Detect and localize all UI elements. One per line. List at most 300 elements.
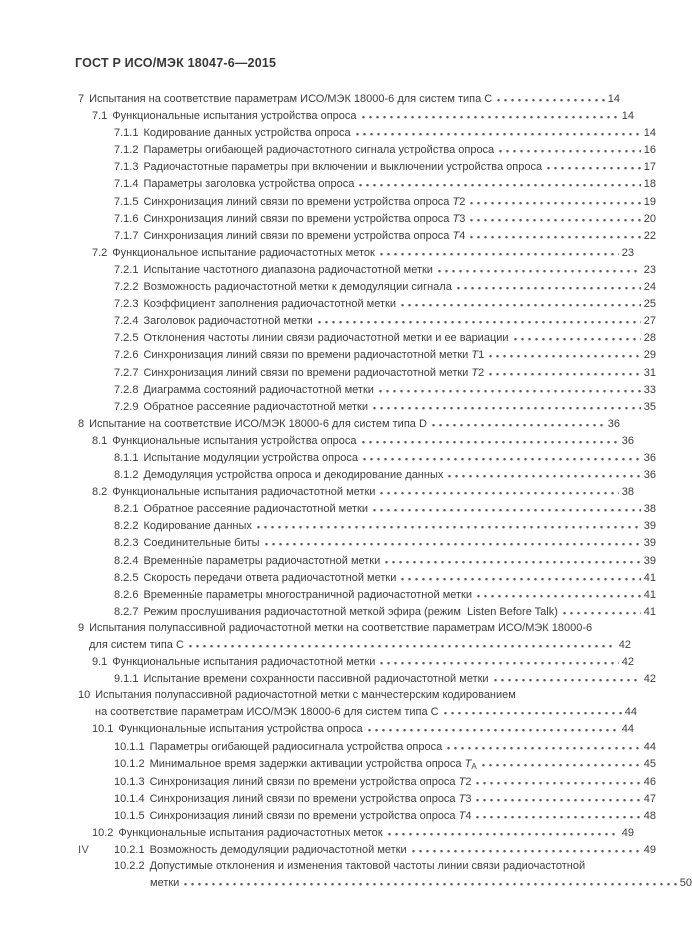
title-text: Синхронизация линий связи по времени радиочастотной метки — [143, 366, 472, 379]
title-text: Синхронизация линий связи по времени устройства опроса — [143, 212, 453, 225]
toc-item-number: 8.1.1 — [114, 451, 139, 464]
toc-item-title — [112, 245, 375, 261]
dot-leader — [361, 107, 619, 119]
toc-row — [70, 620, 631, 653]
toc-row — [70, 586, 656, 603]
title-text: Соединительные биты — [143, 537, 260, 550]
dot-leader — [475, 790, 640, 802]
toc-row — [70, 807, 656, 824]
toc-item-number: 7.2.7 — [114, 366, 139, 379]
toc-page-number: 31 — [643, 366, 656, 379]
dot-leader — [355, 124, 641, 136]
dot-leader — [362, 449, 641, 461]
toc-item-title — [143, 467, 443, 483]
toc-item-title — [143, 365, 484, 381]
toc-page-number: 48 — [643, 809, 656, 822]
toc-item-number: 7.2.9 — [114, 400, 139, 413]
dot-leader — [379, 483, 618, 495]
toc-entry-line — [70, 841, 656, 858]
italic-symbol: Т — [452, 229, 460, 242]
toc-page-number: 50 — [679, 877, 692, 890]
toc-page-number: 16 — [643, 144, 656, 157]
toc-entry-line — [70, 738, 656, 755]
toc-page-number: 36 — [607, 417, 620, 430]
dot-leader — [446, 738, 641, 750]
title-text: Временны́е параметры радиочастотной метки — [143, 554, 381, 567]
toc-row — [70, 364, 656, 381]
title-text: Обратное рассеяние радиочастотной метки — [143, 400, 368, 413]
title-text: 4 — [459, 229, 466, 242]
title-text: Синхронизация линий связи по времени устройства опроса — [143, 229, 453, 242]
toc-item-title — [143, 296, 396, 312]
dot-leader — [372, 500, 641, 512]
toc-item-title — [89, 91, 492, 107]
toc-page-number: 22 — [643, 229, 656, 242]
toc-item-number: 7.1.3 — [114, 161, 139, 174]
toc-item-number: 8.2.2 — [114, 520, 139, 533]
toc-item-number: 10.1.5 — [114, 809, 145, 822]
toc-item-number: 9.1 — [92, 656, 108, 669]
toc-row — [70, 107, 634, 124]
toc-item-number: 8.2.1 — [114, 503, 139, 516]
toc-page-number: 27 — [643, 315, 656, 328]
toc-item-number: 7.2.4 — [114, 315, 139, 328]
toc-item-title — [143, 142, 494, 158]
toc-page-number: 46 — [643, 775, 656, 788]
italic-symbol: Т — [452, 212, 460, 225]
toc-row — [70, 755, 656, 773]
toc-page-number: 39 — [643, 537, 656, 550]
toc-entry-line — [70, 807, 656, 824]
toc-page-number: 38 — [643, 503, 656, 516]
toc-entry-line — [70, 449, 656, 466]
title-text: Испытание на соответствие ИСО/МЭК 18000-6 для систем типа D — [89, 417, 427, 430]
toc-entry-line — [70, 569, 656, 586]
toc-item-number: 7 — [78, 93, 85, 105]
toc-item-title — [143, 228, 465, 244]
toc-item-number: 10.1.1 — [114, 740, 145, 753]
toc-item-number: 7.1.6 — [114, 212, 139, 225]
title-text: Испытания полупассивной радиочастотной метки на соответствие параметрам ИСО/МЭК 18000-6 — [89, 621, 593, 634]
toc-row — [70, 569, 656, 586]
toc-item-title — [143, 125, 350, 141]
toc-row — [70, 312, 656, 329]
toc-entry-continuation-line — [70, 636, 631, 653]
toc-page-number: 17 — [643, 161, 656, 174]
title-text: Функциональное испытание радиочастотных меток — [112, 246, 375, 259]
toc-item-number: 7.2.6 — [114, 349, 139, 362]
title-text: для систем типа С — [89, 639, 184, 651]
title-text: Синхронизация линий связи по времени устройства опроса — [149, 809, 459, 822]
toc-entry-line — [70, 755, 656, 773]
toc-page-number: 36 — [643, 451, 656, 464]
toc-page-number: 35 — [643, 400, 656, 413]
toc-page-number: 36 — [643, 469, 656, 482]
toc-entry-line — [70, 586, 656, 603]
toc-item-number: 10 — [78, 689, 91, 702]
dot-leader — [493, 670, 641, 682]
toc-item-title — [150, 739, 443, 755]
dot-leader — [431, 415, 605, 427]
toc-page-number: 33 — [643, 383, 656, 396]
title-text: 2 — [478, 366, 485, 379]
toc-entry-line — [70, 483, 634, 500]
toc-item-title — [143, 587, 472, 603]
title-text: Функциональные испытания устройства опроса — [118, 723, 363, 736]
title-text: 3 — [465, 792, 472, 805]
title-text: метки — [150, 877, 180, 890]
toc-page-number: 23 — [643, 263, 656, 276]
toc-row — [70, 687, 637, 720]
title-text: Функциональные испытания устройства опроса — [112, 434, 357, 447]
toc-item-title — [150, 774, 472, 790]
toc-page-number: 45 — [643, 757, 656, 770]
title-text: Минимальное время задержки активации устройства опроса — [149, 757, 465, 770]
toc-row — [70, 858, 692, 891]
title-text: Допустимые отклонения и изменения тактовой частоты линии связи радиочастотной — [149, 860, 586, 873]
title-text: Параметры огибающей радиочастотного сигнала устройства опроса — [143, 144, 495, 157]
toc-entry-line — [70, 824, 634, 841]
toc-page-number: 41 — [643, 571, 656, 584]
toc-item-title — [143, 262, 432, 278]
toc-item-title — [118, 825, 382, 841]
toc-entry-line — [70, 552, 656, 569]
toc-item-number: 10.2.2 — [114, 860, 145, 873]
toc-entry-line — [70, 500, 656, 517]
toc-item-title — [143, 313, 312, 329]
title-text: Функциональные испытания радиочастотной метки — [112, 486, 376, 499]
toc-item-number: 7.1.1 — [114, 127, 139, 140]
toc-row — [70, 738, 656, 755]
title-text: 3 — [459, 212, 466, 225]
dot-leader — [372, 398, 641, 410]
dot-leader — [379, 244, 619, 256]
toc-entry-line — [70, 175, 656, 192]
title-text: Возможность демодуляции радиочастотной метки — [149, 844, 407, 857]
toc-item-number: 8.2.3 — [114, 537, 139, 550]
title-text: Возможность радиочастотной метки к демодуляции сигнала — [143, 281, 452, 294]
italic-symbol: Т — [452, 195, 460, 208]
dot-leader — [481, 755, 641, 767]
toc-page-number: 19 — [643, 195, 656, 208]
toc-item-title — [143, 570, 396, 586]
toc-page-number: 42 — [643, 673, 656, 686]
toc-row — [70, 261, 656, 278]
dot-leader — [546, 158, 641, 170]
toc-entry-line — [70, 346, 656, 363]
dot-leader — [469, 227, 640, 239]
toc-item-title — [150, 756, 477, 773]
title-text: Заголовок радиочастотной метки — [143, 315, 313, 328]
toc-row — [70, 773, 656, 790]
dot-leader — [562, 603, 641, 615]
toc-item-number: 10.1.3 — [114, 775, 145, 788]
subscript-symbol: А — [471, 762, 477, 772]
title-text: Синхронизация линий связи по времени устройства опроса — [149, 792, 459, 805]
toc-item-number: 8.2.5 — [114, 571, 139, 584]
toc-row — [70, 670, 656, 687]
dot-leader — [384, 552, 641, 564]
toc-entry-line — [70, 620, 620, 636]
running-header-standard-designation: ГОСТ Р ИСО/МЭК 18047-6—2015 — [75, 56, 277, 70]
toc-entry-line — [70, 603, 656, 620]
title-text: 1 — [478, 349, 485, 362]
dot-leader — [358, 175, 640, 187]
dot-leader — [498, 141, 641, 153]
toc-item-title — [118, 721, 362, 737]
toc-item-title — [143, 330, 508, 346]
title-text: Синхронизация линий связи по времени радиочастотной метки — [143, 349, 472, 362]
toc-page-number: 49 — [643, 844, 656, 857]
toc-item-title — [112, 654, 375, 670]
toc-row — [70, 483, 634, 500]
toc-row — [70, 141, 656, 158]
toc-row — [70, 210, 656, 227]
title-text: Параметры огибающей радиосигнала устройства опроса — [149, 740, 443, 753]
toc-item-title — [143, 279, 451, 295]
title-text: 2 — [465, 775, 472, 788]
toc-page-number: 47 — [643, 792, 656, 805]
toc-item-title — [143, 501, 368, 517]
toc-item-number: 7.2.5 — [114, 332, 139, 345]
title-text: Испытание частотного диапазона радиочастотной метки — [143, 263, 433, 276]
toc-entry-line — [70, 329, 656, 346]
toc-item-number: 8.2 — [92, 486, 108, 499]
italic-symbol: Т — [458, 775, 466, 788]
toc-entry-line — [70, 210, 656, 227]
toc-row — [70, 278, 656, 295]
toc-item-title — [112, 433, 356, 449]
title-text: Функциональные испытания радиочастотных меток — [118, 827, 383, 840]
toc-item-number: 8 — [78, 417, 85, 430]
toc-entry-line — [70, 517, 656, 534]
toc-row — [70, 244, 634, 261]
toc-entry-line — [70, 687, 620, 703]
toc-item-title — [89, 620, 592, 636]
toc-page-number: 49 — [621, 827, 634, 840]
dot-leader — [437, 261, 641, 273]
toc-item-title-continued — [89, 637, 184, 653]
title-text: Временны́е параметры многостраничной радиочастотной метки — [143, 588, 473, 601]
toc-item-title — [150, 808, 472, 824]
dot-leader — [183, 874, 676, 886]
title-text: Функциональные испытания устройства опроса — [112, 110, 357, 123]
title-text: Отклонения частоты линии связи радиочастотной метки и ее вариации — [143, 332, 509, 345]
toc-item-title — [150, 791, 472, 807]
toc-item-number: 7.2 — [92, 246, 108, 259]
toc-row — [70, 790, 656, 807]
title-text: Демодуляция устройства опроса и декодирование данных — [143, 469, 444, 482]
toc-entry-line — [70, 364, 656, 381]
toc-item-title — [143, 194, 465, 210]
toc-entry-line — [70, 227, 656, 244]
toc-entry-line — [70, 773, 656, 790]
toc-entry-line — [70, 244, 634, 261]
toc-item-title — [150, 842, 407, 858]
toc-entry-line — [70, 295, 656, 312]
toc-item-title — [143, 450, 357, 466]
toc-item-number: 7.2.3 — [114, 298, 139, 311]
dot-leader — [361, 432, 619, 444]
toc-entry-continuation-line — [70, 703, 637, 720]
toc-item-title — [143, 604, 557, 620]
dot-leader — [256, 517, 641, 529]
title-text: Режим прослушивания радиочастотной меткой эфира (режим Listen Before Talk) — [143, 605, 558, 618]
italic-symbol: Т — [458, 809, 466, 822]
toc-page-number: 42 — [621, 656, 634, 669]
dot-leader — [387, 824, 619, 836]
dot-leader — [443, 703, 622, 715]
title-text: Испытание модуляции устройства опроса — [143, 451, 358, 464]
italic-symbol: Т — [471, 349, 479, 362]
toc-page-number: 44 — [643, 740, 656, 753]
toc-item-title — [150, 858, 586, 874]
toc-row — [70, 227, 656, 244]
toc-item-title-continued — [95, 704, 439, 720]
toc-entry-line — [70, 141, 656, 158]
toc-row — [70, 381, 656, 398]
dot-leader — [411, 841, 641, 853]
toc-item-title — [143, 671, 488, 687]
toc-row — [70, 124, 656, 141]
toc-item-number: 10.1.2 — [114, 757, 145, 770]
italic-symbol: Т — [458, 792, 466, 805]
toc-item-title — [143, 399, 368, 415]
dot-leader — [475, 807, 640, 819]
toc-entry-line — [70, 381, 656, 398]
toc-page-number: 20 — [643, 212, 656, 225]
toc-item-title — [143, 382, 373, 398]
toc-item-title — [143, 211, 465, 227]
toc-entry-line — [70, 90, 620, 107]
toc-row — [70, 193, 656, 210]
toc-item-number: 7.2.1 — [114, 263, 139, 276]
footer-page-number: IV — [78, 844, 90, 856]
toc-row — [70, 329, 656, 346]
toc-item-number: 7.1.2 — [114, 144, 139, 157]
toc-item-title — [112, 484, 375, 500]
toc-page-number: 39 — [643, 554, 656, 567]
title-text: Синхронизация линий связи по времени устройства опроса — [149, 775, 459, 788]
toc-row — [70, 346, 656, 363]
toc-item-title — [112, 108, 356, 124]
toc-page-number: 14 — [621, 110, 634, 123]
dot-leader — [367, 720, 619, 732]
title-text: 4 — [465, 809, 472, 822]
toc-item-number: 7.2.8 — [114, 383, 139, 396]
toc-row — [70, 824, 634, 841]
title-text: 2 — [459, 195, 466, 208]
toc-row — [70, 398, 656, 415]
toc-item-number: 9.1.1 — [114, 673, 139, 686]
table-of-contents — [70, 90, 692, 891]
dot-leader — [475, 773, 640, 785]
dot-leader — [188, 636, 616, 648]
toc-item-number: 10.2.1 — [114, 844, 145, 857]
toc-row — [70, 90, 620, 107]
dot-leader — [378, 381, 641, 393]
dot-leader — [447, 466, 640, 478]
toc-row — [70, 432, 634, 449]
toc-page-number: 29 — [643, 349, 656, 362]
title-text: Испытание времени сохранности пассивной радиочастотной метки — [143, 673, 489, 686]
dot-leader — [400, 295, 641, 307]
toc-item-number: 7.1 — [92, 110, 108, 123]
toc-row — [70, 517, 656, 534]
toc-page-number: 25 — [643, 298, 656, 311]
title-text: Радиочастотные параметры при включении и выключении устройства опроса — [143, 161, 543, 174]
toc-entry-line — [70, 790, 656, 807]
dot-leader — [264, 534, 641, 546]
toc-page-number: 28 — [643, 332, 656, 345]
toc-item-number: 8.2.6 — [114, 588, 139, 601]
italic-symbol: Т — [464, 757, 472, 770]
toc-entry-line — [70, 653, 634, 670]
toc-item-number: 8.2.7 — [114, 605, 139, 618]
toc-page-number: 23 — [621, 246, 634, 259]
toc-entry-line — [70, 193, 656, 210]
dot-leader — [488, 364, 641, 376]
dot-leader — [379, 653, 618, 665]
toc-row — [70, 466, 656, 483]
toc-item-title — [143, 159, 542, 175]
italic-symbol: Т — [471, 366, 479, 379]
toc-entry-line — [70, 261, 656, 278]
dot-leader — [469, 210, 640, 222]
toc-row — [70, 500, 656, 517]
toc-page-number: 42 — [618, 639, 631, 651]
title-text: Коэффициент заполнения радиочастотной метки — [143, 298, 396, 311]
toc-item-number: 7.1.5 — [114, 195, 139, 208]
toc-item-title — [95, 687, 516, 703]
title-text: Синхронизация линий связи по времени устройства опроса — [143, 195, 453, 208]
toc-item-number: 10.2 — [92, 827, 114, 840]
dot-leader — [476, 586, 641, 598]
toc-row — [70, 158, 656, 175]
toc-item-number: 7.2.2 — [114, 281, 139, 294]
toc-entry-line — [70, 858, 656, 874]
toc-row — [70, 534, 656, 551]
toc-item-number: 8.1 — [92, 434, 108, 447]
title-text: Испытания на соответствие параметрам ИСО/МЭК 18000-6 для систем типа С — [89, 93, 493, 105]
title-text: Кодирование данных — [143, 520, 252, 533]
title-text: на соответствие параметрам ИСО/МЭК 18000-6 для систем типа С — [95, 706, 439, 719]
title-text: Параметры заголовка устройства опроса — [143, 178, 355, 191]
dot-leader — [496, 90, 605, 102]
toc-entry-line — [70, 534, 656, 551]
toc-entry-line — [70, 158, 656, 175]
toc-entry-line — [70, 107, 634, 124]
toc-row — [70, 720, 634, 737]
toc-entry-line — [70, 670, 656, 687]
title-text: Диаграмма состояний радиочастотной метки — [143, 383, 374, 396]
toc-item-title — [143, 535, 259, 551]
toc-item-number: 10.1 — [92, 723, 114, 736]
toc-row — [70, 653, 634, 670]
toc-item-title — [143, 553, 380, 569]
toc-item-title — [143, 347, 484, 363]
toc-entry-line — [70, 466, 656, 483]
toc-page-number: 41 — [643, 605, 656, 618]
toc-item-number: 8.1.2 — [114, 469, 139, 482]
toc-entry-line — [70, 432, 634, 449]
dot-leader — [469, 193, 640, 205]
toc-item-title — [143, 176, 354, 192]
toc-item-number: 8.2.4 — [114, 554, 139, 567]
title-text: Скорость передачи ответа радиочастотной метки — [143, 571, 397, 584]
toc-row — [70, 295, 656, 312]
toc-page-number: 36 — [621, 434, 634, 447]
